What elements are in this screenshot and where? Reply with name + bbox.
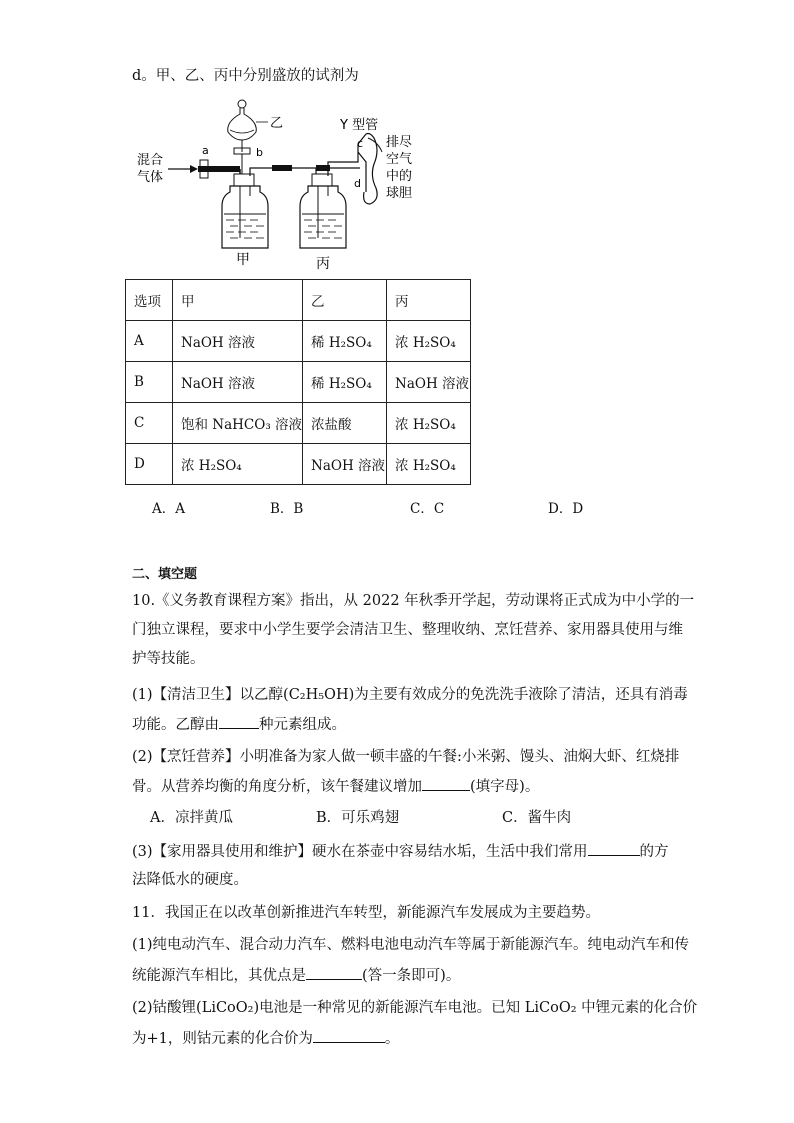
inlet-label-1: 混合 <box>137 153 164 168</box>
q10-part1-line1: (1)【清洁卫生】以乙醇(C₂H₅OH)为主要有效成分的免洗洗手液除了清洁，还具有消毒 <box>132 687 688 703</box>
text-span: 统能源汽车相比，其优点是 <box>132 968 306 984</box>
q10-part2-line2 <box>132 776 539 797</box>
text-span: (填字母)。 <box>470 779 540 795</box>
text-span: 种元素组成。 <box>259 717 346 733</box>
y-tube-label: Y 型管 <box>340 118 379 133</box>
q11-part1-line2 <box>132 965 460 986</box>
answer-blank[interactable] <box>313 1028 385 1043</box>
bottle-1-label: 甲 <box>236 252 250 268</box>
table-cell: 浓 H₂SO₄ <box>387 403 471 444</box>
q10-option-c[interactable]: C．酱牛肉 <box>502 810 572 826</box>
bulb-label-4: 球胆 <box>386 186 413 201</box>
q10-stem-2: 门独立课程，要求中小学生要学会清洁卫生、整理收纳、烹饪营养、家用器具使用与维 <box>132 622 683 638</box>
header-cell: 选项 <box>126 280 173 321</box>
q10-option-a[interactable]: A．凉拌黄瓜 <box>150 810 233 826</box>
table-cell: NaOH 溶液 <box>303 444 387 485</box>
answer-blank[interactable] <box>306 965 362 980</box>
q9-item-d: d。甲、乙、丙中分别盛放的试剂为 <box>132 68 359 84</box>
q10-stem-1: 10.《义务教育课程方案》指出，从 2022 年秋季开学起，劳动课将正式成为中小学的一 <box>132 593 695 609</box>
table-cell: D <box>126 444 173 485</box>
table-cell: 稀 H₂SO₄ <box>303 321 387 362</box>
bulb-label-1: 排尽 <box>386 135 413 150</box>
section-heading: 二、填空题 <box>132 567 198 582</box>
q10-option-b[interactable]: B．可乐鸡翅 <box>316 810 400 826</box>
table-cell: B <box>126 362 173 403</box>
funnel-label: 乙 <box>270 116 284 131</box>
table-cell: 浓 H₂SO₄ <box>387 444 471 485</box>
q10-part2-line1: (2)【烹饪营养】小明准备为家人做一顿丰盛的午餐:小米粥、馒头、油焖大虾、红烧排 <box>132 749 680 765</box>
table-header-row <box>126 280 471 321</box>
q11-part2-line1: (2)钴酸锂(LiCoO₂)电池是一种常见的新能源汽车电池。已知 LiCoO₂ 中锂元素的化合价 <box>132 1000 698 1016</box>
q11-stem: 11．我国正在以改革创新推进汽车转型，新能源汽车发展成为主要趋势。 <box>132 905 600 921</box>
table-cell: NaOH 溶液 <box>173 362 303 403</box>
table-cell: 稀 H₂SO₄ <box>303 362 387 403</box>
text-span: 的方 <box>639 844 669 860</box>
text-span: (答一条即可)。 <box>362 968 461 984</box>
port-d-label: d <box>354 177 361 190</box>
bottle-2-label: 丙 <box>316 256 330 272</box>
bulb-label-3: 中的 <box>386 169 413 184</box>
table-cell: NaOH 溶液 <box>173 321 303 362</box>
valve-b-label: b <box>256 146 263 159</box>
table-cell: NaOH 溶液 <box>387 362 471 403</box>
option-c[interactable]: C．C <box>410 501 445 517</box>
table-row <box>126 362 471 403</box>
text-span: (3)【家用器具使用和维护】硬水在茶壶中容易结水垢，生活中我们常用 <box>132 844 588 860</box>
q10-part1-line2 <box>132 714 346 735</box>
table-row <box>126 321 471 362</box>
q11-part2-line2 <box>132 1028 399 1049</box>
option-a[interactable]: A．A <box>152 501 185 517</box>
answer-blank[interactable] <box>422 776 470 791</box>
text-span: 骨。从营养均衡的角度分析，该午餐建议增加 <box>132 779 422 795</box>
table-cell: 饱和 NaHCO₃ 溶液 <box>173 403 303 444</box>
answer-blank[interactable] <box>219 714 259 729</box>
q10-stem-3: 护等技能。 <box>132 651 205 667</box>
header-cell: 乙 <box>303 280 387 321</box>
bulb-label-2: 空气 <box>386 152 413 167</box>
inlet-label-2: 气体 <box>137 170 164 185</box>
gas-apparatus-diagram <box>130 92 430 274</box>
option-b[interactable]: B．B <box>270 501 304 517</box>
table-cell: 浓 H₂SO₄ <box>173 444 303 485</box>
port-c-label: c <box>357 137 364 150</box>
table-row <box>126 444 471 485</box>
header-cell: 甲 <box>173 280 303 321</box>
text-span: 为+1，则钴元素的化合价为 <box>132 1031 313 1047</box>
table-cell: A <box>126 321 173 362</box>
header-cell: 丙 <box>387 280 471 321</box>
table-row <box>126 403 471 444</box>
option-d[interactable]: D．D <box>548 501 584 517</box>
text-span: 。 <box>384 1031 400 1047</box>
table-cell: 浓盐酸 <box>303 403 387 444</box>
q10-part3-line1 <box>132 841 669 862</box>
reagent-table <box>125 279 471 485</box>
q10-part3-line2: 法降低水的硬度。 <box>132 872 248 888</box>
q11-part1-line1: (1)纯电动汽车、混合动力汽车、燃料电池电动汽车等属于新能源汽车。纯电动汽车和传 <box>132 937 690 953</box>
table-cell: C <box>126 403 173 444</box>
valve-a-label: a <box>202 144 209 157</box>
text-span: 功能。乙醇由 <box>132 717 219 733</box>
table-cell: 浓 H₂SO₄ <box>387 321 471 362</box>
answer-blank[interactable] <box>588 841 640 856</box>
